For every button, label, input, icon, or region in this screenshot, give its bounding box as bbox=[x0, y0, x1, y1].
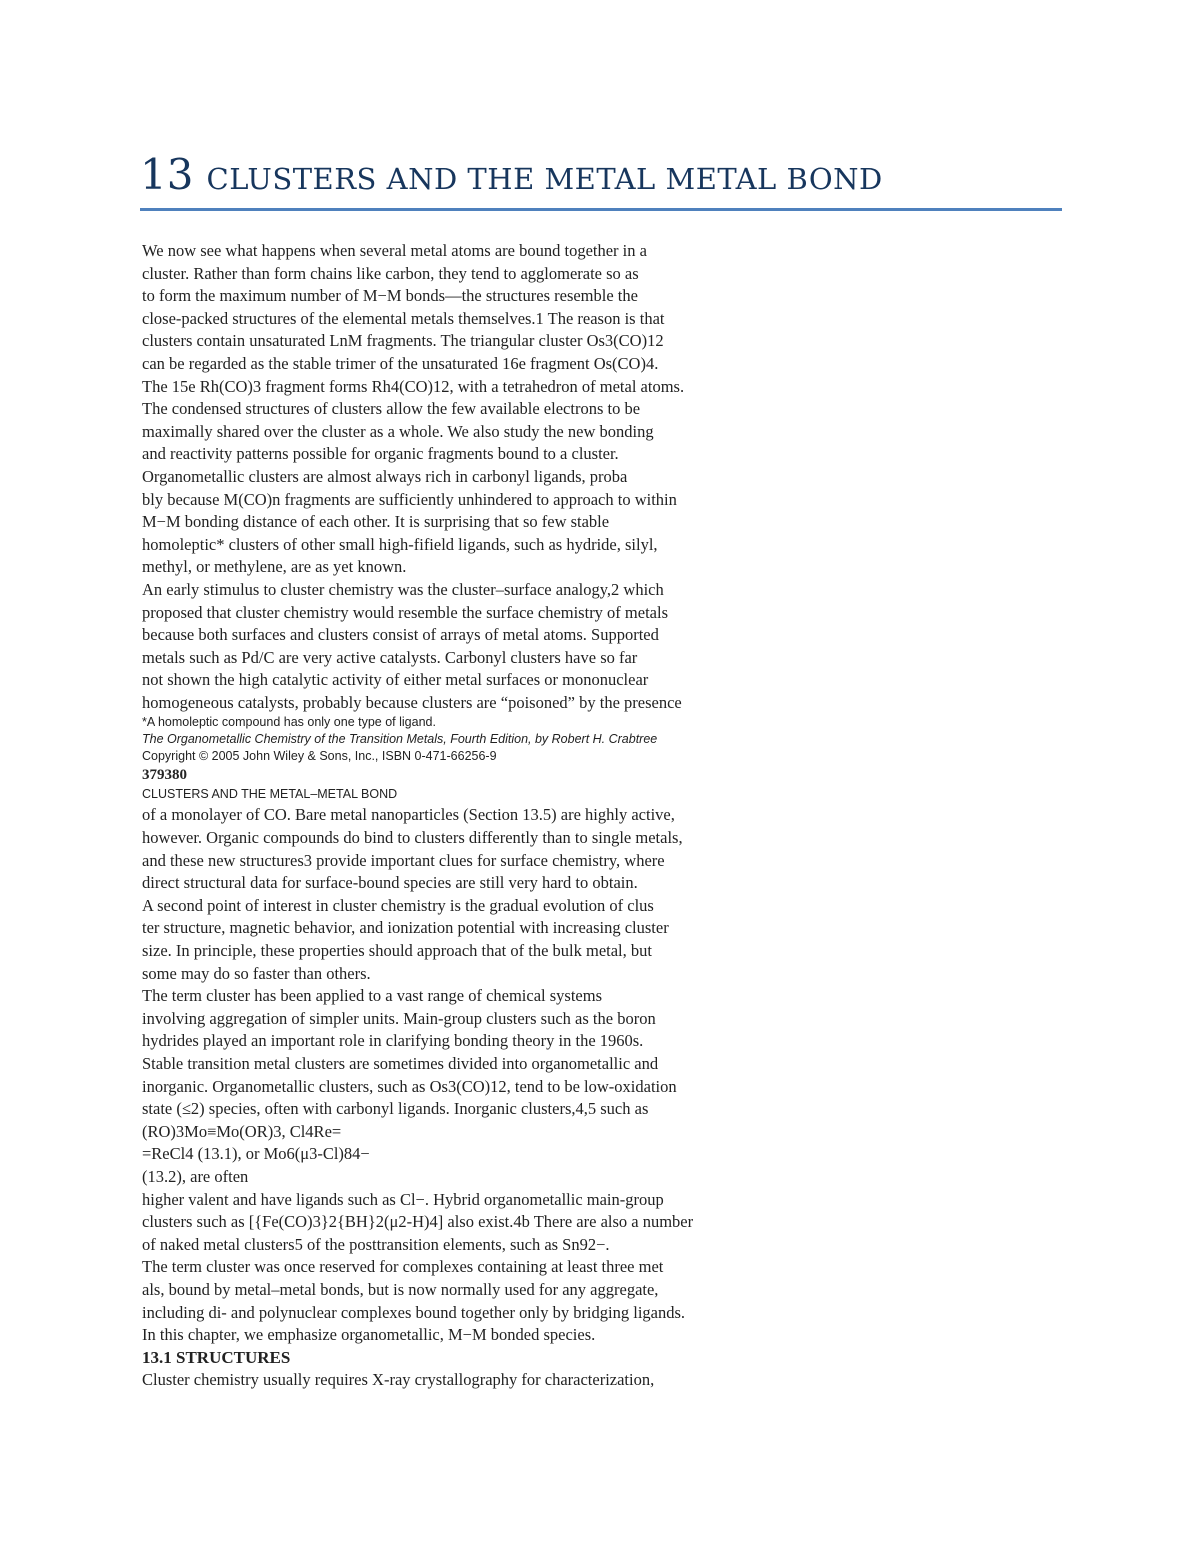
text-line: (RO)3Mo≡Mo(OR)3, Cl4Re= bbox=[142, 1121, 342, 1141]
text-line: proposed that cluster chemistry would resemble the surface chemistry of metals bbox=[142, 602, 669, 622]
text-line: cluster. Rather than form chains like carbon, they tend to agglomerate so as bbox=[142, 263, 639, 283]
text-line: The term cluster was once reserved for complexes containing at least three met bbox=[142, 1257, 664, 1277]
text-line: involving aggregation of simpler units. Main-group clusters such as the boron bbox=[142, 1008, 656, 1028]
footnote-line: Copyright © 2005 John Wiley & Sons, Inc., ISBN 0-471-66256-9 bbox=[142, 749, 497, 764]
text-line: clusters such as [{Fe(CO)3}2{BH}2(μ2-H)4] also exist.4b There are also a number bbox=[142, 1212, 694, 1232]
text-line: The 15e Rh(CO)3 fragment forms Rh4(CO)12, with a tetrahedron of metal atoms. bbox=[142, 376, 685, 396]
text-line: state (≤2) species, often with carbonyl ligands. Inorganic clusters,4,5 such as bbox=[142, 1099, 649, 1119]
text-line: homogeneous catalysts, probably because clusters are “poisoned” by the presence bbox=[142, 692, 682, 712]
text-line: The term cluster has been applied to a vast range of chemical systems bbox=[142, 986, 603, 1006]
text-line: als, bound by metal–metal bonds, but is now normally used for any aggregate, bbox=[142, 1279, 659, 1299]
text-line: and these new structures3 provide important clues for surface chemistry, where bbox=[142, 850, 665, 870]
text-line: The condensed structures of clusters allow the few available electrons to be bbox=[142, 399, 641, 419]
text-line: close-packed structures of the elemental metals themselves.1 The reason is that bbox=[142, 308, 665, 328]
text-line: We now see what happens when several metal atoms are bound together in a bbox=[142, 241, 647, 260]
text-line: not shown the high catalytic activity of either metal surfaces or mononuclear bbox=[142, 670, 649, 690]
text-line: (13.2), are often bbox=[142, 1166, 249, 1186]
body-text bbox=[142, 240, 1062, 1391]
text-line: inorganic. Organometallic clusters, such as Os3(CO)12, tend to be low-oxidation bbox=[142, 1076, 677, 1096]
text-line: A second point of interest in cluster chemistry is the gradual evolution of clus bbox=[142, 895, 654, 915]
running-head: CLUSTERS AND THE METAL–METAL BOND bbox=[142, 787, 398, 802]
text-line: maximally shared over the cluster as a whole. We also study the new bonding bbox=[142, 421, 654, 441]
text-line: In this chapter, we emphasize organometallic, M−M bonded species. bbox=[142, 1325, 596, 1345]
text-line: Stable transition metal clusters are sometimes divided into organometallic and bbox=[142, 1054, 659, 1073]
citation-line: The Organometallic Chemistry of the Transition Metals, Fourth Edition, by Robert H. Crabtree bbox=[142, 732, 658, 747]
text-line: bly because M(CO)n fragments are sufficiently unhindered to approach to within bbox=[142, 489, 677, 509]
text-line: and reactivity patterns possible for organic fragments bound to a cluster. bbox=[142, 444, 619, 464]
text-line: hydrides played an important role in clarifying bonding theory in the 1960s. bbox=[142, 1031, 644, 1051]
text-line: higher valent and have ligands such as Cl−. Hybrid organometallic main-group bbox=[142, 1189, 664, 1209]
text-line: including di- and polynuclear complexes bound together only by bridging ligands. bbox=[142, 1302, 686, 1322]
text-line: Organometallic clusters are almost always rich in carbonyl ligands, proba bbox=[142, 466, 628, 486]
heading-rule bbox=[140, 208, 1062, 211]
text-line: An early stimulus to cluster chemistry was the cluster–surface analogy,2 which bbox=[142, 579, 664, 599]
text-line: some may do so faster than others. bbox=[142, 963, 371, 983]
text-line: because both surfaces and clusters consist of arrays of metal atoms. Supported bbox=[142, 625, 659, 645]
text-line: clusters contain unsaturated LnM fragments. The triangular cluster Os3(CO)12 bbox=[142, 331, 664, 351]
text-line: can be regarded as the stable trimer of the unsaturated 16e fragment Os(CO)4. bbox=[142, 353, 659, 373]
chapter-title: CLUSTERS AND THE METAL METAL BOND bbox=[206, 162, 883, 196]
footnote-line: *A homoleptic compound has only one type of ligand. bbox=[142, 715, 436, 730]
text-line: metals such as Pd/C are very active catalysts. Carbonyl clusters have so far bbox=[142, 647, 638, 667]
text-line: however. Organic compounds do bind to clusters differently than to single metals, bbox=[142, 828, 683, 848]
chapter-heading bbox=[140, 150, 1070, 199]
text-line: size. In principle, these properties should approach that of the bulk metal, but bbox=[142, 941, 652, 961]
text-line: Cluster chemistry usually requires X-ray crystallography for characterization, bbox=[142, 1369, 655, 1389]
text-line: methyl, or methylene, are as yet known. bbox=[142, 557, 407, 577]
text-line: to form the maximum number of M−M bonds—the structures resemble the bbox=[142, 286, 638, 306]
text-line: M−M bonding distance of each other. It is surprising that so few stable bbox=[142, 512, 610, 532]
text-line: =ReCl4 (13.1), or Mo6(μ3-Cl)84− bbox=[142, 1144, 370, 1164]
text-line: of a monolayer of CO. Bare metal nanoparticles (Section 13.5) are highly active, bbox=[142, 805, 675, 825]
text-line: of naked metal clusters5 of the posttransition elements, such as Sn92−. bbox=[142, 1234, 610, 1254]
text-line: homoleptic* clusters of other small high-fifield ligands, such as hydride, silyl, bbox=[142, 534, 658, 554]
page-number: 379380 bbox=[142, 767, 187, 784]
text-line: direct structural data for surface-bound species are still very hard to obtain. bbox=[142, 873, 638, 893]
section-heading: 13.1 STRUCTURES bbox=[142, 1347, 291, 1367]
chapter-number: 13 bbox=[140, 150, 194, 199]
text-line: ter structure, magnetic behavior, and ionization potential with increasing cluster bbox=[142, 918, 669, 938]
